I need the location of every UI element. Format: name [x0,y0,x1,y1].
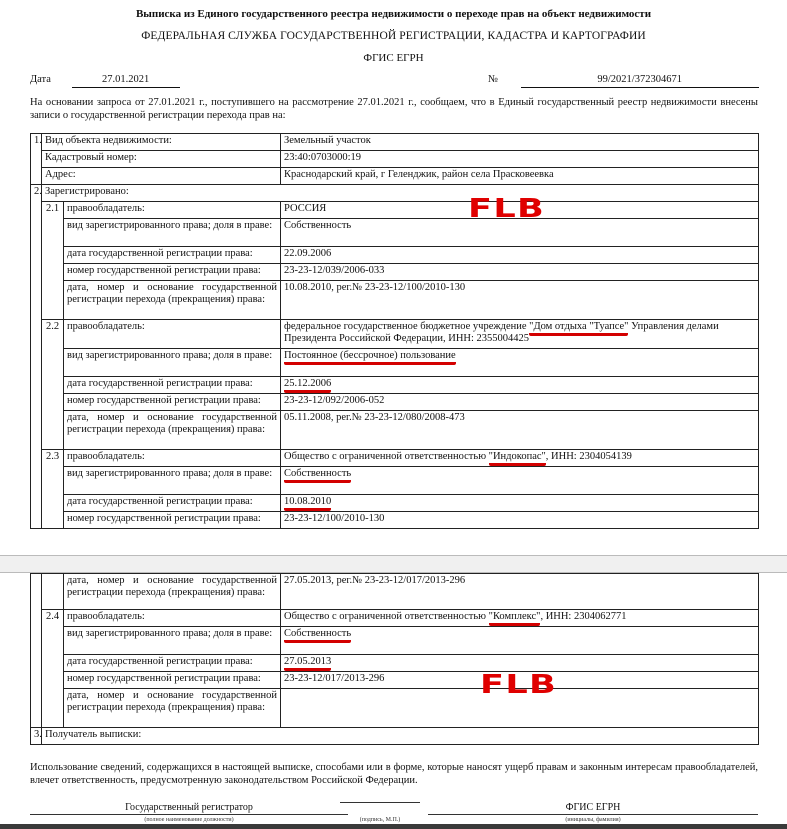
reg-date-label: дата государственной регистрации права: [64,247,281,264]
sign-caption: (подпись, М.П.) [359,817,401,823]
holder-label: правообладатель: [64,450,281,467]
reg-number-label: номер государственной регистрации права: [64,264,281,281]
date-label: Дата [30,74,51,85]
holder-highlighted-name: "Дом отдыха "Туапсе" [529,321,628,336]
rights-table-part1 [30,133,759,529]
right-type-value [281,349,759,377]
reg-number-value: 23-23-12/039/2006-033 [281,264,759,281]
holder-value [281,320,759,349]
date-block [30,74,180,88]
reg-date-value [281,377,759,394]
recipient-label: Получатель выписки: [42,728,759,745]
registrar-position: Государственный регистратор [30,802,348,815]
right-type-label: вид зарегистрированного права; доля в праве: [64,349,281,377]
table-row [31,320,759,349]
table-row [31,627,759,655]
rights-table-part2 [30,573,759,745]
reg-number-value: 23-23-12/017/2013-296 [281,672,759,689]
holder-label: правообладатель: [64,610,281,627]
entry-2-3-continued [42,574,64,610]
holder-pre-text: федеральное государственное бюджетное учреждение [284,321,530,332]
table-row [31,574,759,610]
table-row [31,728,759,745]
reg-date-highlight: 10.08.2010 [284,496,331,511]
reg-number-label: номер государственной регистрации права: [64,672,281,689]
table-row [31,377,759,394]
watermark-logo-bottom: FLB [480,670,558,700]
cadastral-number-label: Кадастровый номер: [42,151,281,168]
right-type-value [281,627,759,655]
holder-pre-text: Общество с ограниченной ответственностью [284,451,489,462]
holder-pre-text: Общество с ограниченной ответственностью [284,611,489,622]
entry-2-4-number: 2.4 [42,610,64,728]
section-3-number: 3. [31,728,42,745]
table-row [31,689,759,728]
right-type-value: Собственность [281,219,759,247]
right-type-label: вид зарегистрированного права; доля в праве: [64,467,281,495]
holder-highlighted-name: "Индокопас" [489,451,546,466]
termination-value: 27.05.2013, рег.№ 23-23-12/017/2013-296 [281,574,759,610]
table-row [31,495,759,512]
holder-value: РОССИЯ [281,202,759,219]
system-name: ФГИС ЕГРН [363,52,424,64]
position-caption: (полное наименование должности) [144,817,234,823]
watermark-logo-top: FLB [468,194,546,224]
holder-value [281,610,759,627]
number-value: 99/2021/372304671 [521,74,759,88]
document-title: Выписка из Единого государственного реестра недвижимости о переходе прав на объект недвижимости [135,8,652,20]
reg-number-label: номер государственной регистрации права: [64,512,281,529]
holder-label: правообладатель: [64,320,281,349]
usage-warning: Использование сведений, содержащихся в настоящей выписке, способами или в форме, которые наносят ущерб правам и законным интересам правообладателей, влечет ответственность, предусмотренную законодательством Российской Федерации. [30,762,758,786]
table-row [31,512,759,529]
address-label: Адрес: [42,168,281,185]
date-value: 27.01.2021 [72,74,180,88]
reg-date-value [281,495,759,512]
reg-date-value: 22.09.2006 [281,247,759,264]
entry-2-3-number: 2.3 [42,450,64,529]
termination-label: дата, номер и основание государственной регистрации перехода (прекращения) права: [64,281,281,320]
reg-date-label: дата государственной регистрации права: [64,377,281,394]
termination-value: 05.11.2008, рег.№ 23-23-12/080/2008-473 [281,411,759,450]
table-row [31,168,759,185]
cadastral-number-value: 23:40:0703000:19 [281,151,759,168]
intro-text: На основании запроса от 27.01.2021 г., поступившего на рассмотрение 27.01.2021 г., сообщаем, что в Единый государственный реестр недвижимости внесены записи о государственной регистрации перехода прав на: [30,97,758,121]
termination-label: дата, номер и основание государственной регистрации перехода (прекращения) права: [64,574,281,610]
reg-date-label: дата государственной регистрации права: [64,495,281,512]
holder-highlighted-name: "Комплекс" [489,611,541,626]
section-2-continued [31,574,42,728]
reg-number-label: номер государственной регистрации права: [64,394,281,411]
holder-post-text: Управления делами Президента Российской Федерации, ИНН: 2355004425 [284,321,719,345]
table-row [31,281,759,320]
table-row [31,672,759,689]
holder-post-text: , ИНН: 2304054139 [545,451,632,462]
table-row [31,247,759,264]
holder-value [281,450,759,467]
reg-date-value [281,655,759,672]
termination-label: дата, номер и основание государственной регистрации перехода (прекращения) права: [64,411,281,450]
table-row [31,349,759,377]
table-row [31,394,759,411]
reg-number-value: 23-23-12/092/2006-052 [281,394,759,411]
right-type-label: вид зарегистрированного права; доля в праве: [64,219,281,247]
termination-label: дата, номер и основание государственной регистрации перехода (прекращения) права: [64,689,281,728]
table-row [31,202,759,219]
registrar-name: ФГИС ЕГРН [428,802,758,815]
table-row [31,264,759,281]
reg-date-highlight: 25.12.2006 [284,378,331,393]
section-1-number: 1. [31,134,42,185]
object-type-value: Земельный участок [281,134,759,151]
number-label: № [488,74,499,85]
termination-value: 10.08.2010, рег.№ 23-23-12/100/2010-130 [281,281,759,320]
table-row [31,450,759,467]
table-row [31,134,759,151]
table-row [31,219,759,247]
reg-date-label: дата государственной регистрации права: [64,655,281,672]
right-type-label: вид зарегистрированного права; доля в праве: [64,627,281,655]
reg-number-value: 23-23-12/100/2010-130 [281,512,759,529]
address-value: Краснодарский край, г Геленджик, район села Прасковеевка [281,168,759,185]
table-row [31,610,759,627]
entry-2-2-number: 2.2 [42,320,64,450]
name-caption: (инициалы, фамилия) [565,817,621,823]
table-row [31,467,759,495]
number-block [488,74,759,88]
reg-date-highlight: 27.05.2013 [284,656,331,671]
bottom-edge-bar [0,824,787,829]
entry-2-1-number: 2.1 [42,202,64,320]
page-break-strip [0,555,787,573]
signature-line [340,802,420,803]
right-type-highlight: Собственность [284,628,351,643]
right-type-highlight: Собственность [284,468,351,483]
section-2-number: 2. [31,185,42,529]
object-type-label: Вид объекта недвижимости: [42,134,281,151]
table-row [31,185,759,202]
table-row [31,151,759,168]
registered-label: Зарегистрировано: [42,185,759,202]
holder-post-text: , ИНН: 2304062771 [540,611,627,622]
holder-label: правообладатель: [64,202,281,219]
table-row [31,655,759,672]
right-type-highlight: Постоянное (бессрочное) пользование [284,350,456,365]
right-type-value [281,467,759,495]
table-row [31,411,759,450]
agency-name: ФЕДЕРАЛЬНАЯ СЛУЖБА ГОСУДАРСТВЕННОЙ РЕГИСТРАЦИИ, КАДАСТРА И КАРТОГРАФИИ [141,30,646,42]
